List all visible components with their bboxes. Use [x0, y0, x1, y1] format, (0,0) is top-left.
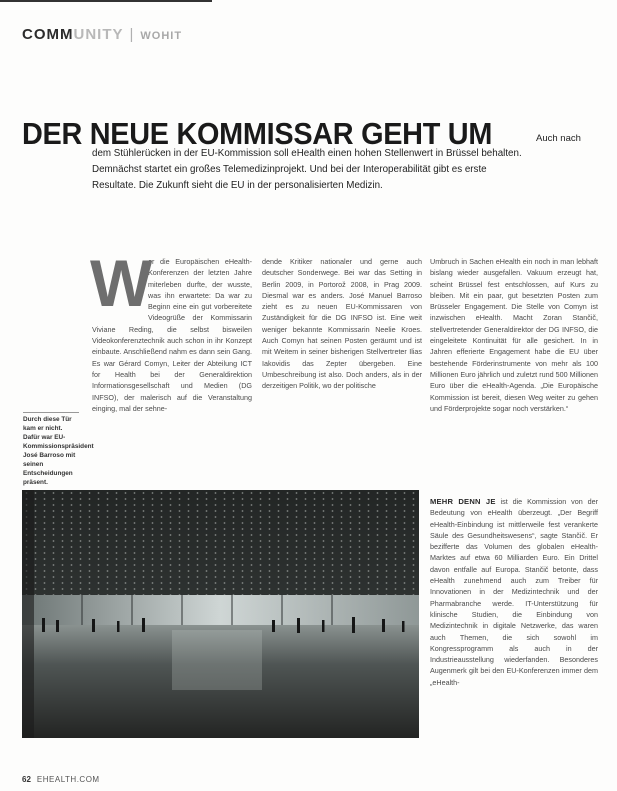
section-separator: |: [129, 26, 135, 43]
lead-line: Resultate. Die Zukunft sieht die EU in der personalisierten Medizin.: [92, 180, 383, 191]
page-number: 62: [22, 775, 31, 784]
lead-line: Demnächst startet ein großes Telemedizinprojekt. Und bei der Interoperabilität gibt es erste: [92, 164, 487, 175]
section-subname: WOHIT: [140, 30, 183, 42]
magazine-name: EHEALTH.COM: [36, 775, 100, 784]
runin-heading: MEHR DENN JE: [430, 497, 496, 506]
column-text-continued: ist die Kommission von der Bedeutung von eHealth überzeugt. „Der Begriff eHealth-Einbindung ist mittlerweile fest verankerte Säule des Gesundheitswesens“, sagte Stančič. Er bezifferte das Volumen des globalen eHealth-Marktes auf etwa 60 Milliarden Euro. Ein Drittel davon entfalle auf Europa. Stančič betonte, dass eHealth zunehmend auch zum Treiber für Innovationen in der Medizintechnik und der Pharmabranche werde. IT-Unterstützung für klinische Studien, die Einbindung von Medizintechnik in digitale Netzwerke, das waren auch Themen, die sich sowohl im Kongressprogramm als auch in der Industrieausstellung wiederfanden. Besonderes Augenmerk gilt bei den EU-Konferenzen immer dem „eHealth-: [430, 497, 598, 687]
photo-caption: Durch diese Tür kam er nicht. Dafür war EU-Kommissionspräsident José Barroso mit seinen Entscheidungen präsent.: [23, 416, 94, 486]
headline-title: DER NEUE KOMMISSAR GEHT UM: [22, 116, 493, 151]
hall-photo: [22, 490, 419, 738]
lead-start: Auch nach: [536, 133, 581, 144]
top-rule: [0, 0, 212, 2]
article-column-3: [430, 256, 598, 414]
dropcap-wrap: [90, 246, 153, 320]
article-column-3-continued: [430, 496, 598, 688]
section-name-light: UNITY: [73, 26, 124, 43]
column-text: [430, 496, 598, 688]
caption-rule: [23, 412, 79, 413]
column-text: Umbruch in Sachen eHealth ein noch in man lebhaft bislang wieder ausgefallen. Vakuum erzeugt hat, scheint Brüssel fest entschlossen, auf Kurs zu bleiben. Mit ein paar, gut besetzten Posten zum Brüsseler Engagement. Die Stelle von Comyn ist inzwischen eHealth. Macht Zoran Stančič, stellvertretender Generaldirektor der DG INFSO, die eingeleitete Kontinuität für alle gesichert. In in Jahren efferierte Engagement habe die EU über bestehende Förderinstrumente von mehr als 100 Millionen Euro jährlich und zuletzt rund 500 Millionen Euro über die eHealth-Agenda. „Die Europäische Kommission ist bereit, diesen Weg weiter zu gehen und Förderprojekte sogar noch verstärken.“: [430, 257, 598, 413]
lead-line: dem Stühlerücken in der EU-Kommission soll eHealth einen hohen Stellenwert in Brüssel behalten.: [92, 148, 522, 159]
dropcap: W: [90, 246, 153, 320]
section-header: [22, 26, 182, 43]
hall-photo-illustration: [22, 490, 419, 738]
column-text: er die Europäischen eHealth-Konferenzen der letzten Jahre miterleben durfte, der wusste, was ihn erwartete: Da war zu Beginn eine ein gut vorbereitete Videogrüße der Kommissarin Viviane Reding, die selbst bisweilen Videokonferenztechnik auch schon in ihr Konzept einbaute. Anschließend nahm es dann sein Gang. Es war Gérard Comyn, Leiter der Abteilung ICT for Health bei der Generaldirektion Informationsgesellschaft und Medien (DG INFSO), der malerisch auf die Veranstaltung einging, mal der sehne-: [92, 257, 252, 413]
page-footer: [22, 775, 100, 784]
article-column-2: [262, 256, 422, 392]
section-name: COMM: [22, 26, 74, 43]
lead-paragraph: [92, 146, 604, 194]
article-column-1: [90, 246, 252, 414]
column-text: dende Kritiker nationaler und gerne auch deutscher Sonderwege. Bei war das Setting in Berlin 2009, in Portorož 2008, in Prag 2009. Diesmal war es anders. José Manuel Barroso zieht es zu neuen EU-Kommissaren von Zuständigkeit für die DG INFSO ist. Eine weit weniger bekannte Kommissarin Neelie Kroes. Auch Comyn hat seinen Posten geräumt und ist mit Weitem in seiner bisherigen Stellvertreter Ilias Iakovidis das Zepter übergeben. Eine Umbeschreibung ist also. Doch anders, als in der derzeitigen Politik, wo der politische: [262, 257, 422, 391]
